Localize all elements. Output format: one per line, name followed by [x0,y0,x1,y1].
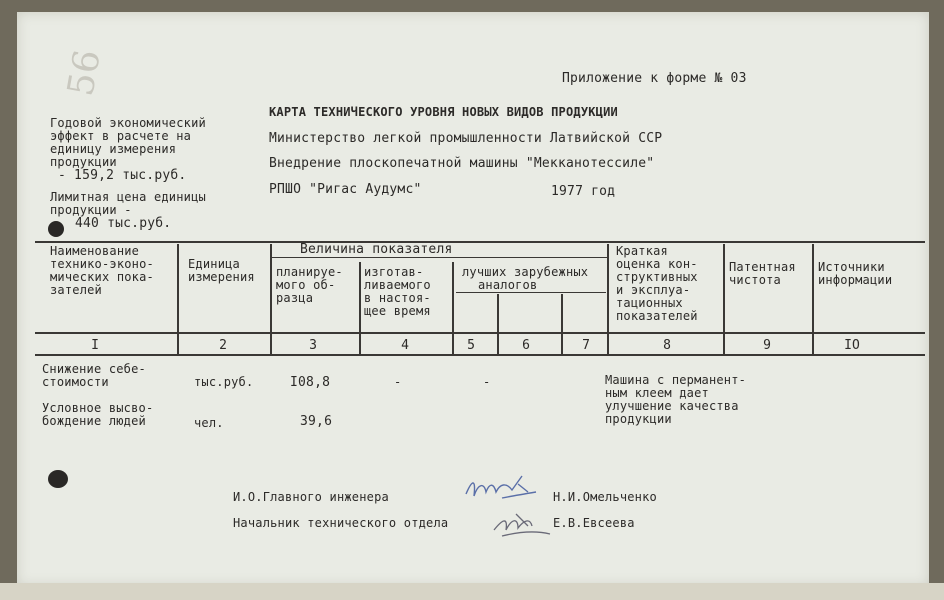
header-c8-line1: Краткая [616,244,668,258]
signature-role-2: Начальник технического отдела [233,516,449,530]
col-sep-1 [177,244,179,354]
document-title: КАРТА ТЕХНИЧЕСКОГО УРОВНЯ НОВЫХ ВИДОВ ПРОДУКЦИИ [269,105,618,119]
col-sep-4 [452,262,454,354]
row2-name-line1: Условное высво- [42,401,154,415]
header-c3-line1: планируе- [276,265,343,279]
header-c8-line6: показателей [616,309,698,323]
col-number-6: 6 [522,338,530,353]
effect-value: - 159,2 тыс.руб. [58,168,187,183]
row1-foreign: - [483,375,491,389]
foreign-rule [456,292,606,293]
row2-name-line2: бождение людей [42,414,146,428]
col-number-10: IO [844,338,860,353]
row2-unit: чел. [194,416,224,430]
price-line-2: продукции - [50,203,132,217]
header-c8-line2: оценка кон- [616,257,698,271]
effect-line-3: единицу измерения [50,142,177,156]
implementation-line: Внедрение плоскопечатной машины "Мекканотессиле" [269,156,655,171]
row1-name-line2: стоимости [42,375,109,389]
effect-line-4: продукции [50,155,117,169]
col-sep-2 [270,244,272,354]
header-c1-line1: Наименование [50,244,140,258]
col-number-9: 9 [763,338,771,353]
row1-unit: тыс.руб. [194,375,254,389]
punch-hole-top [48,221,64,237]
signature-name-2: Е.В.Евсеева [553,516,635,530]
header-c1-line2: технико-эконо- [50,257,154,271]
price-line-1: Лимитная цена единицы [50,190,206,204]
page-number: 56 [60,46,109,100]
header-c4-line4: щее время [364,304,431,318]
header-c8-line5: тационных [616,296,683,310]
group-rule [272,257,607,258]
header-c4-line2: ливаемого [364,278,431,292]
handwritten-signature-2 [488,506,558,542]
punch-hole-bottom [48,470,68,488]
col-number-4: 4 [401,338,409,353]
row1-assessment-line2: ным клеем дает [605,386,709,400]
effect-line-2: эффект в расчете на [50,129,192,143]
header-c3-line2: мого об- [276,278,336,292]
row1-current: - [394,375,402,389]
row1-name-line1: Снижение себе- [42,362,146,376]
header-c1-line3: мических пока- [50,270,154,284]
row1-planned: I08,8 [290,375,331,390]
row1-assessment-line1: Машина с перманент- [605,373,747,387]
page-bottom-edge [0,583,944,600]
header-c10-line1: Источники [818,260,885,274]
table-top-rule [35,241,925,243]
signature-role-1: И.О.Главного инженера [233,490,389,504]
col-sep-7 [607,244,609,354]
col-number-2: 2 [219,338,227,353]
header-c2-line1: Единица [188,257,240,271]
header-foreign-line1: лучших зарубежных [462,265,589,279]
header-group: Величина показателя [300,242,453,257]
row1-assessment-line3: улучшение качества [605,399,739,413]
year-line: 1977 год [551,184,616,199]
col-number-7: 7 [582,338,590,353]
ministry-line: Министерство легкой промышленности Латвийской ССР [269,131,663,146]
price-value: 440 тыс.руб. [75,216,172,231]
col-sep-6 [561,294,563,354]
signature-name-1: Н.И.Омельченко [553,490,657,504]
handwritten-signature-1 [462,470,542,510]
col-sep-8 [723,244,725,354]
row2-planned: 39,6 [300,414,333,429]
header-c10-line2: информации [818,273,893,287]
enterprise-line: РПШО "Ригас Аудумс" [269,182,422,197]
header-c4-line1: изготав- [364,265,424,279]
header-c4-line3: в настоя- [364,291,431,305]
header-c3-line3: разца [276,291,314,305]
effect-line-1: Годовой экономический [50,116,206,130]
col-sep-9 [812,244,814,354]
col-sep-5 [497,294,499,354]
col-number-5: 5 [467,338,475,353]
header-c9-line1: Патентная [729,260,796,274]
header-c1-line4: зателей [50,283,102,297]
col-number-8: 8 [663,338,671,353]
col-sep-3 [359,262,361,354]
row1-assessment-line4: продукции [605,412,672,426]
header-bottom-rule [35,332,925,334]
header-c2-line2: измерения [188,270,255,284]
header-c8-line3: структивных [616,270,698,284]
appendix-label: Приложение к форме № 03 [562,71,747,86]
col-number-3: 3 [309,338,317,353]
header-c9-line2: чистота [729,273,781,287]
col-number-1: I [91,338,99,353]
numbers-bottom-rule [35,354,925,356]
header-c8-line4: и эксплуа- [616,283,691,297]
header-foreign-line2: аналогов [478,278,538,292]
